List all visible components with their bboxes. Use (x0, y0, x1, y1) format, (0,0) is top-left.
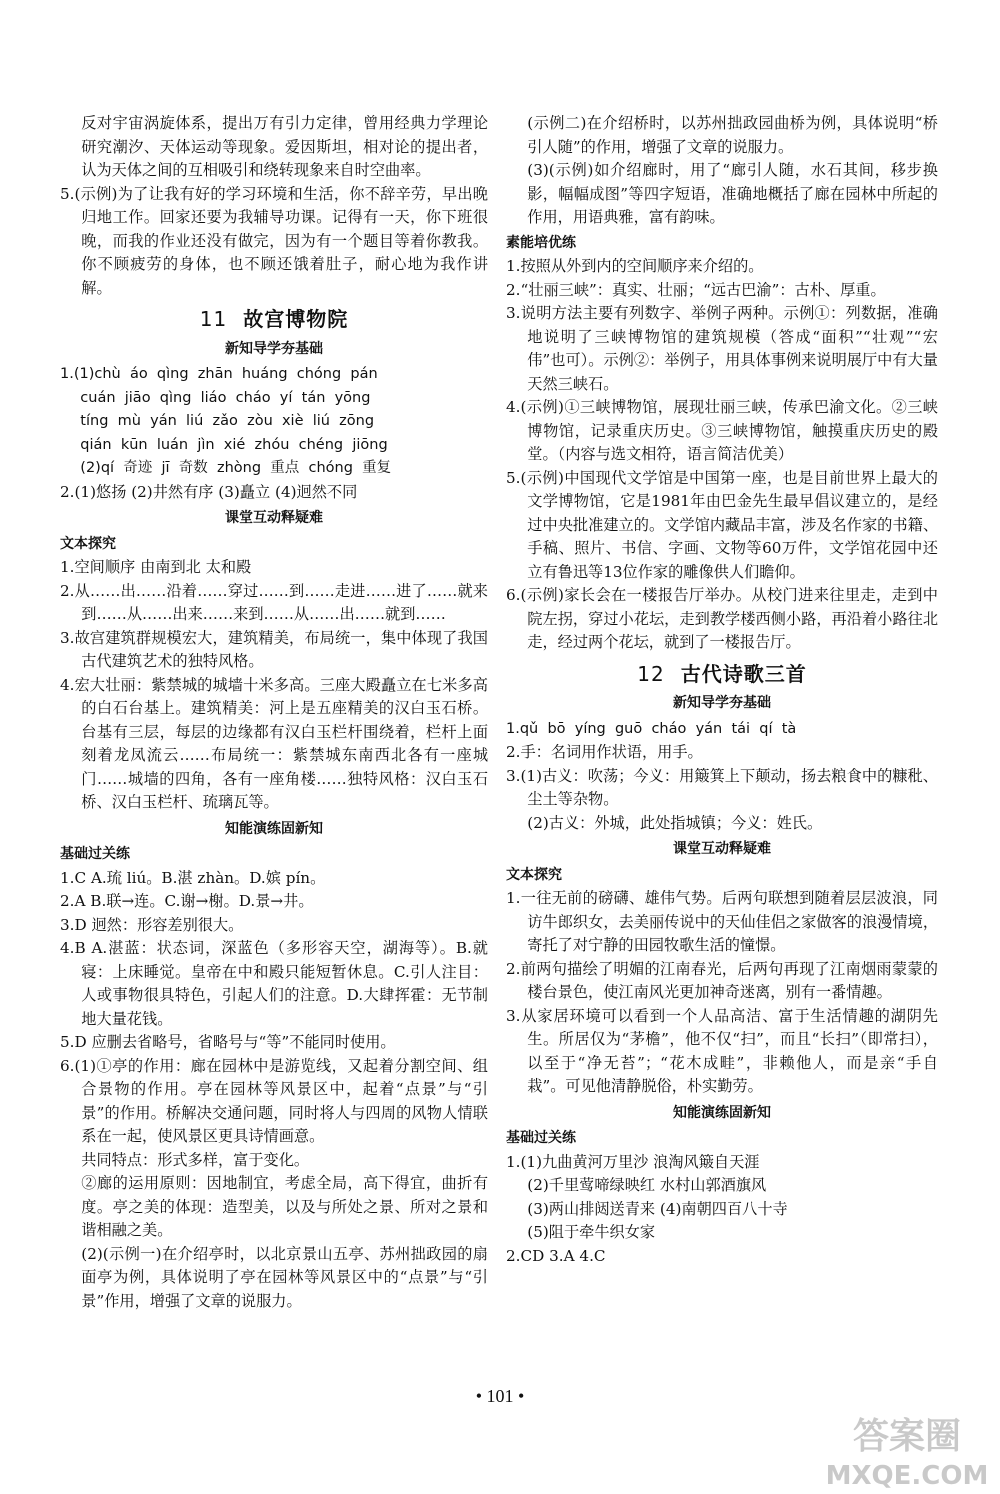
new-answer-3b: (2)古义：外城，此处指城镇；今义：姓氏。 (527, 813, 823, 832)
section-heading: 新知导学夯基础 (225, 340, 323, 357)
section-heading: 知能演练固新知 (225, 820, 323, 837)
basic-answer-6b: 共同特点：形式多样，富于变化。 (81, 1150, 310, 1169)
lesson-title: 故宫博物院 (243, 307, 349, 331)
pinyin-line: cuán jiāo qìng liáo cháo yí tán yōng (80, 389, 371, 406)
page-number: • 101 • (475, 1386, 525, 1406)
example-three: (3)(示例)如介绍廊时，用了“廊引人随，水石其间，移步换影，幅幅成图”等四字短语，准确地概括了廊在园林中所起的作用，用语典雅，富有韵味。 (527, 161, 938, 226)
basic-answer-5: 5.D 应删去省略号，省略号与“等”不能同时使用。 (60, 1033, 396, 1051)
pinyin-line: qián kūn luán jìn xié zhóu chéng jiōng (80, 436, 388, 453)
watermark-top: 答案圈 (852, 1416, 962, 1457)
subsection-heading: 文本探究 (60, 535, 116, 552)
poem-answer-1: 1.一往无前的磅礴、雄伟气势。后两句联想到随着层层波浪，同访牛郎织女，去美丽传说中的天仙佳侣之家做客的浪漫情境，寄托了对宁静的田园牧歌生活的憧憬。 (506, 889, 938, 954)
section-heading: 知能演练固新知 (673, 1104, 771, 1121)
skill-answer-2: 2.“壮丽三峡”：真实、壮丽；“远古巴渝”：古朴、厚重。 (506, 280, 886, 299)
fill-answer-4: (5)阻于牵牛织女家 (527, 1223, 656, 1241)
answer-2: 2.(1)悠扬 (2)井然有序 (3)矗立 (4)迥然不同 (60, 482, 358, 501)
left-column (60, 112, 488, 1313)
fill-answer-2: (2)千里莺啼绿映红 水村山郭酒旗风 (527, 1176, 767, 1194)
skill-answer-6: 6.(示例)家长会在一楼报告厅举办。从校门进来往里走，走到中院左拐，穿过小花坛，走到教学楼西侧小路，再沿着小路往北走，经过两个花坛，就到了一楼报告厅。 (506, 586, 938, 651)
basic-answer-4: 4.B A.湛蓝：状态词，深蓝色（多形容天空，湖海等）。B.就寝：上床睡觉。皇帝在中和殿只能短暂休息。C.引人注目：人或事物很具特色，引起人们的注意。D.大肆挥霍：无节制地大量花钱。 (60, 939, 488, 1028)
basic-answer-6c: ②廊的运用原则：因地制宜，考虑全局，高下得宜，曲折有度。亭之美的体现：造型美，以及与所处之景、所对之景和谐相融之美。 (81, 1174, 488, 1239)
skill-answer-3: 3.说明方法主要有列数字、举例子两种。示例①：列数据，准确地说明了三峡博物馆的建筑规模（答成“面积”“壮观”“宏伟”也可）。示例②：举例子，用具体事例来说明展厅中有大量天然三峡石。 (506, 304, 938, 393)
example-two: (示例二)在介绍桥时，以苏州拙政园曲桥为例，具体说明“桥引人随”的作用，增强了文章的说服力。 (527, 114, 938, 156)
lesson-number: 11 (199, 307, 228, 331)
text-answer-2: 2.从……出……沿着……穿过……到……走进……进了……就来到……从……出来……来到……从……出……就到…… (60, 581, 488, 623)
basic-answer-6a: 6.(1)①亭的作用：廊在园林中是游览线，又起着分割空间、组合景物的作用。亭在园林等风景区中，起着“点景”与“引景”的作用。桥解决交通问题，同时将人与四周的风物人情联系在一起，使风景区更具诗情画意。 (60, 1056, 488, 1145)
pinyin-line: (2)qí 奇迹 jī 奇数 zhòng 重点 chóng 重复 (80, 460, 392, 476)
section-heading: 课堂互动释疑难 (673, 841, 771, 857)
basic-answer-1: 1.C A.琉 liú。B.湛 zhàn。D.嫔 pín。 (60, 868, 326, 887)
text-answer-4: 4.宏大壮丽：紫禁城的城墙十米多高。三座大殿矗立在七米多高的白石台基上。建筑精美：河上是五座精美的汉白玉石桥。台基有三层，每层的边缘都有汉白玉栏杆围绕着，栏杆上面刻着龙凤流云……布局统一：紫禁城东南西北各有一座城门……城墙的四角，各有一座角楼……独特风格：汉白玉石桥、汉白玉栏杆、琉璃瓦等。 (60, 675, 488, 811)
pinyin-line: 1.qǔ bō yíng guō cháo yán tái qí tà (506, 720, 797, 737)
skill-answer-5: 5.(示例)中国现代文学馆是中国第一座，也是目前世界上最大的文学博物馆，它是1981年由巴金先生最早倡议建立的，是经过中央批准建立的。文学馆内藏品丰富，涉及名作家的书籍、手稿、照片、书信、字画、文物等60万件，文学馆花园中还立有鲁迅等13位作家的雕像供人们瞻仰。 (506, 468, 938, 581)
text-answer-1: 1.空间顺序 由南到北 太和殿 (60, 558, 252, 576)
choice-answers: 2.CD 3.A 4.C (506, 1246, 606, 1265)
answer-5: 5.(示例)为了让我有好的学习环境和生活，你不辞辛劳，早出晚归地工作。回家还要为我辅导功课。记得有一天，你下班很晚，而我的作业还没有做完，因为有一个题目等着你教我。你不顾疲劳的身体，也不顾还饿着肚子，耐心地为我作讲解。 (60, 184, 488, 297)
lesson-number: 12 (637, 661, 665, 686)
lesson-title: 古代诗歌三首 (680, 661, 807, 686)
pinyin-line: 1.(1)chù áo qìng zhān huáng chóng pán (60, 366, 378, 382)
new-answer-3a: 3.(1)古义：吹荡；今义：用簸箕上下颠动，扬去粮食中的糠秕、尘土等杂物。 (506, 766, 938, 808)
section-heading: 新知导学夯基础 (673, 695, 771, 711)
watermark-bottom: MXQE.COM (825, 1461, 989, 1491)
pinyin-line: tíng mù yán liú zǎo zòu xiè liú zōng (80, 413, 375, 429)
subsection-heading: 素能培优练 (506, 234, 576, 251)
poem-answer-2: 2.前两句描绘了明媚的江南春光，后两句再现了江南烟雨蒙蒙的楼台景色，使江南风光更加神奇迷离，别有一番情趣。 (506, 959, 938, 1001)
section-heading: 课堂互动释疑难 (225, 510, 323, 526)
lesson-12-heading (506, 663, 938, 687)
basic-answer-2: 2.A B.联→连。C.谢→榭。D.景→井。 (60, 892, 314, 910)
lesson-11-heading (60, 308, 488, 332)
fill-answer-1: 1.(1)九曲黄河万里沙 浪淘风簸自天涯 (506, 1152, 760, 1171)
skill-answer-1: 1.按照从外到内的空间顺序来介绍的。 (506, 257, 764, 275)
subsection-heading: 基础过关练 (60, 846, 130, 862)
text-answer-3: 3.故宫建筑群规模宏大，建筑精美，布局统一，集中体现了我国古代建筑艺术的独特风格。 (60, 628, 488, 670)
new-answer-2: 2.手：名词用作状语，用手。 (506, 743, 703, 761)
watermark-logo (812, 1408, 1000, 1492)
right-column (506, 112, 938, 1268)
fill-answer-3: (3)两山排闼送青来 (4)南朝四百八十寺 (527, 1199, 788, 1218)
poem-answer-3: 3.从家居环境可以看到一个人品高洁、富于生活情趣的湖阴先生。所居仅为“茅檐”，他不仅“扫”，而且“长扫”（即常扫），以至于“净无苔”；“花木成畦”，非赖他人，而是亲“手自栽”。可见他清静脱俗，朴实勤劳。 (506, 1006, 938, 1095)
subsection-heading: 文本探究 (506, 866, 562, 883)
continuation-paragraph: 反对宇宙涡旋体系，提出万有引力定律，曾用经典力学理论研究潮汐、天体运动等现象。爱因斯坦，相对论的提出者，认为天体之间的互相吸引和绕转现象来自时空曲率。 (81, 114, 488, 179)
subsection-heading: 基础过关练 (506, 1130, 576, 1146)
skill-answer-4: 4.(示例)①三峡博物馆，展现壮丽三峡，传承巴渝文化。②三峡博物馆，记录重庆历史。③三峡博物馆，触摸重庆历史的殿堂。（内容与选文相符，语言简洁优美） (506, 398, 938, 463)
basic-answer-3: 3.D 迥然：形容差别很大。 (60, 915, 244, 934)
basic-answer-6d: (2)(示例一)在介绍亭时，以北京景山五亭、苏州拙政园的扇面亭为例，具体说明了亭在园林等风景区中的“点景”与“引景”作用，增强了文章的说服力。 (81, 1244, 488, 1310)
